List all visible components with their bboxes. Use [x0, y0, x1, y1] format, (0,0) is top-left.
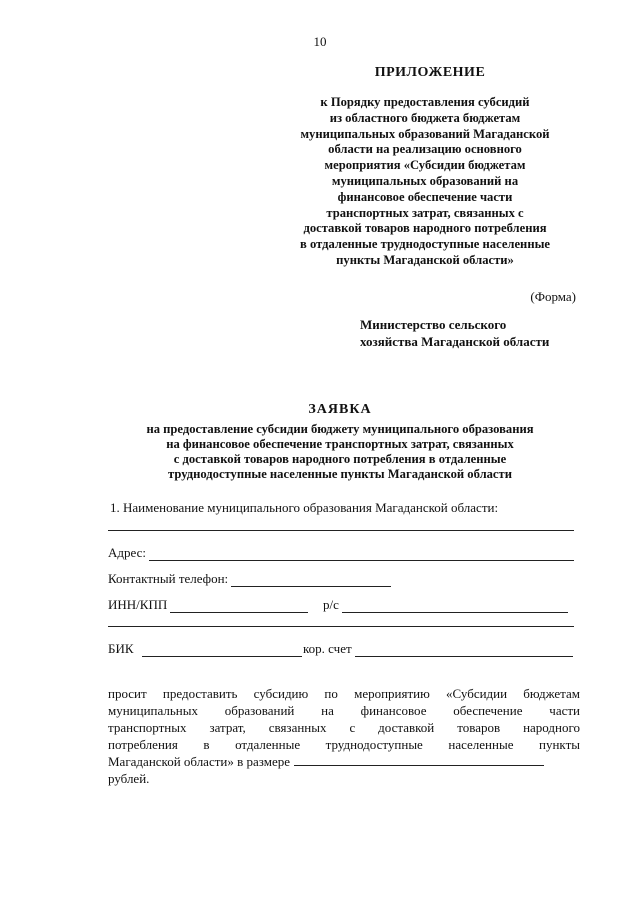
account-label: р/с	[323, 597, 339, 612]
corr-account-label: кор. счет	[303, 641, 352, 656]
corr-account-input-line[interactable]	[355, 645, 573, 657]
appendix-subtitle-line: муниципальных образований Магаданской	[300, 126, 550, 141]
appendix-subtitle	[270, 95, 580, 269]
appendix-subtitle-line: из областного бюджета бюджетам	[329, 110, 521, 125]
document-title: ЗАЯВКА	[308, 402, 372, 417]
appendix-subtitle-line: транспортных затрат, связанных с	[326, 205, 524, 220]
account-input-line[interactable]	[342, 601, 568, 613]
document-subtitle-line: труднодоступные населенные пункты Магаданской области	[168, 467, 512, 481]
document-subtitle-line: с доставкой товаров народного потребления в отдаленные	[173, 452, 507, 466]
paragraph-line: транспортных затрат, связанных с доставкой товаров народного	[108, 720, 580, 735]
recipient	[360, 316, 580, 350]
corr-account-field	[303, 641, 573, 657]
appendix-subtitle-line: пункты Магаданской области»	[336, 252, 514, 267]
paragraph-line: Магаданской области» в размере	[108, 754, 290, 769]
page-number: 10	[313, 34, 327, 49]
recipient-line: Министерство сельского	[360, 317, 507, 332]
form-label: (Форма)	[530, 289, 576, 304]
inn-field	[108, 597, 308, 613]
appendix-subtitle-line: мероприятия «Субсидии бюджетам	[324, 158, 526, 173]
request-paragraph	[108, 685, 580, 787]
appendix-subtitle-line: доставкой товаров народного потребления	[303, 221, 547, 236]
paragraph-line: просит предоставить субсидию по мероприятию «Субсидии бюджетам	[108, 686, 580, 701]
recipient-line: хозяйства Магаданской области	[360, 334, 550, 349]
appendix-title: ПРИЛОЖЕНИЕ	[374, 65, 486, 80]
appendix-subtitle-line: муниципальных образований на	[331, 173, 519, 188]
appendix-subtitle-line: финансовое обеспечение части	[337, 189, 513, 204]
municipality-input-line[interactable]	[108, 530, 574, 531]
phone-label: Контактный телефон:	[108, 571, 229, 586]
paragraph-line: рублей.	[108, 771, 150, 786]
inn-input-line[interactable]	[170, 601, 308, 613]
account-field	[323, 597, 568, 613]
bik-label: БИК	[108, 641, 134, 656]
document-subtitle	[100, 422, 580, 482]
paragraph-line-amount	[108, 753, 580, 770]
appendix-subtitle-line: к Порядку предоставления субсидий	[320, 95, 530, 109]
bik-input-line[interactable]	[142, 645, 302, 657]
municipality-field	[110, 500, 498, 516]
phone-input-line[interactable]	[231, 575, 391, 587]
address-label: Адрес:	[108, 545, 146, 560]
paragraph-line: муниципальных образований на финансовое обеспечение части	[108, 703, 580, 718]
municipality-label: 1. Наименование муниципального образования Магаданской области:	[110, 500, 499, 515]
inn-label: ИНН/КПП	[108, 597, 168, 612]
address-field	[108, 545, 574, 561]
appendix-subtitle-line: области на реализацию основного	[328, 142, 522, 157]
extra-input-line[interactable]	[108, 626, 574, 627]
document-subtitle-line: на предоставление субсидии бюджету муниципального образования	[146, 422, 534, 436]
amount-input-line[interactable]	[294, 754, 544, 766]
appendix-subtitle-line: в отдаленные труднодоступные населенные	[300, 237, 550, 252]
paragraph-line: потребления в отдаленные труднодоступные населенные пункты	[108, 737, 580, 752]
document-subtitle-line: на финансовое обеспечение транспортных затрат, связанных	[166, 437, 514, 451]
address-input-line[interactable]	[149, 549, 574, 561]
phone-field	[108, 571, 391, 587]
bik-field	[108, 641, 302, 657]
